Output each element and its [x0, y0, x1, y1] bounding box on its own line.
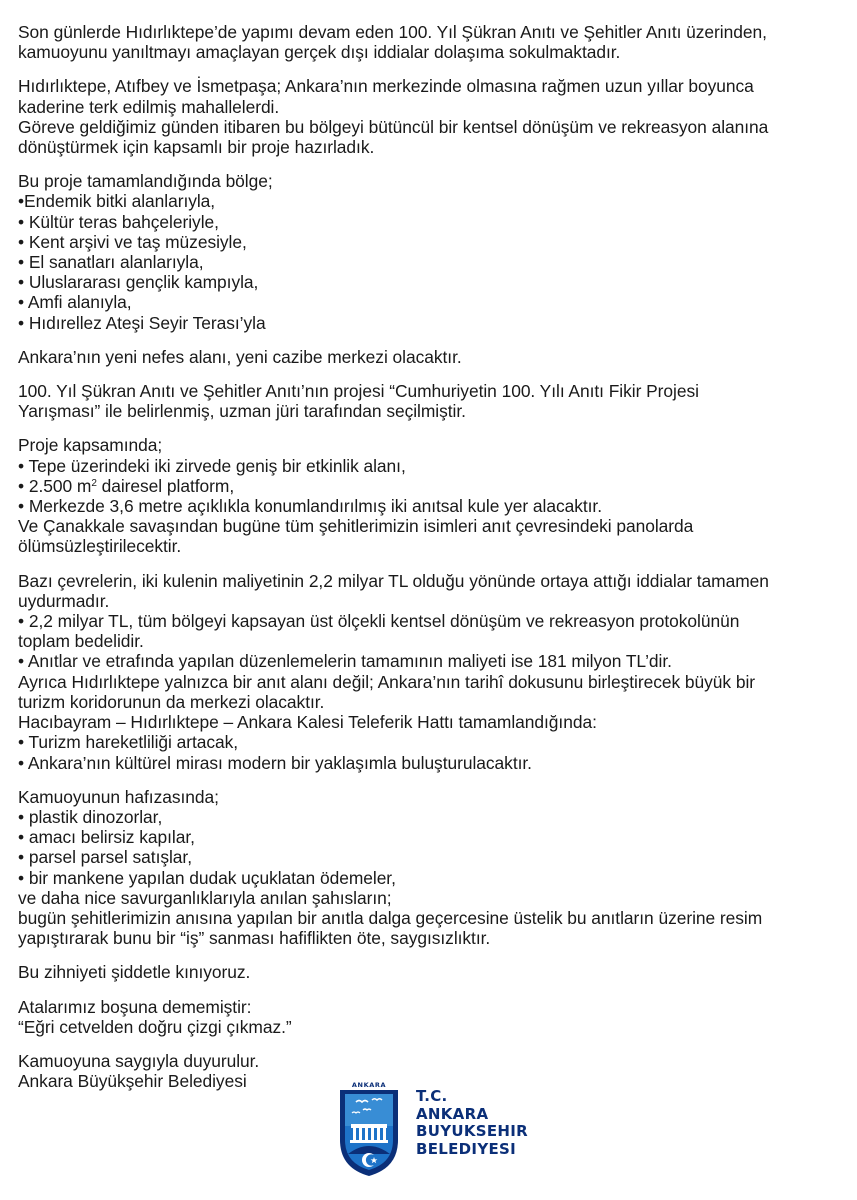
text-line: Hacıbayram – Hıdırlıktepe – Ankara Kalesi Teleferik Hattı tamamlandığında:	[18, 712, 597, 733]
list-intro: Proje kapsamında;	[18, 435, 163, 456]
list-item: • Ankara’nın kültürel mirası modern bir yaklaşımla buluşturulacaktır.	[18, 752, 532, 773]
list-item: • Kültür teras bahçeleriyle,	[18, 211, 219, 232]
list-item: • amacı belirsiz kapılar,	[18, 827, 195, 848]
paragraph-new-centre	[18, 347, 840, 367]
list-item: • Uluslararası gençlik kampıyla,	[18, 272, 259, 293]
text-line: ve daha nice savurganlıklarıyla anılan şahısların;	[18, 887, 392, 908]
paragraph-intro	[18, 22, 840, 62]
text-line: 100. Yıl Şükran Anıtı ve Şehitler Anıtı’nın projesi “Cumhuriyetin 100. Yılı Anıtı Fikir Projesi	[18, 381, 699, 402]
text-line: turizm koridorunun da merkezi olacaktır.	[18, 691, 325, 712]
text-line: Atalarımız boşuna dememiştir:	[18, 996, 252, 1017]
brand-line-buyuksehir: BUYUKSEHIR	[416, 1122, 529, 1140]
press-release-body	[18, 22, 840, 1105]
text-line: toplam bedelidir.	[18, 631, 144, 652]
list-item: • 2,2 milyar TL, tüm bölgeyi kapsayan üst ölçekli kentsel dönüşüm ve rekreasyon protokolünün	[18, 611, 740, 632]
list-item-platform	[18, 476, 840, 496]
paragraph-project-features	[18, 171, 840, 333]
text-line: Bu zihniyeti şiddetle kınıyoruz.	[18, 962, 251, 983]
paragraph-neighbourhoods	[18, 76, 840, 157]
svg-text:ANKARA: ANKARA	[351, 1081, 387, 1089]
ankara-emblem-icon	[336, 1080, 402, 1178]
list-item: • Amfi alanıyla,	[18, 292, 132, 313]
list-item: •Endemik bitki alanlarıyla,	[18, 191, 216, 212]
list-item: • Hıdırellez Ateşi Seyir Terası’yla	[18, 312, 266, 333]
text-line: uydurmadır.	[18, 590, 110, 611]
text-line: dönüştürmek için kapsamlı bir proje hazırladık.	[18, 137, 375, 158]
ankara-municipality-logo	[336, 1080, 529, 1178]
list-item: • parsel parsel satışlar,	[18, 847, 192, 868]
text-line: Ve Çanakkale savaşından bugüne tüm şehitlerimizin isimleri anıt çevresindeki panolarda	[18, 516, 694, 537]
text-line: Yarışması” ile belirlenmiş, uzman jüri tarafından seçilmiştir.	[18, 401, 466, 422]
paragraph-cost-claims	[18, 571, 840, 773]
list-item: • Merkezde 3,6 metre açıklıkla konumlandırılmış iki anıtsal kule yer alacaktır.	[18, 496, 602, 517]
list-item: • Anıtlar ve etrafında yapılan düzenlemelerin tamamının maliyeti ise 181 milyon TL’dir.	[18, 651, 672, 672]
text-line: ölümsüzleştirilecektir.	[18, 536, 182, 557]
text-line: bugün şehitlerimizin anısına yapılan bir anıtla dalga geçercesine üstelik bu anıtların üzerine resim	[18, 907, 763, 928]
signatory: Ankara Büyükşehir Belediyesi	[18, 1071, 247, 1092]
text-line: yapıştırarak bunu bir “iş” sanması hafiflikten öte, saygısızlıktır.	[18, 928, 491, 949]
list-item: • plastik dinozorlar,	[18, 806, 163, 827]
text-line: kaderine terk edilmiş mahallelerdi.	[18, 96, 280, 117]
brand-line-ankara: ANKARA	[416, 1104, 489, 1123]
text-line: Bazı çevrelerin, iki kulenin maliyetinin 2,2 milyar TL olduğu yönünde ortaya attığı iddialar tamamen	[18, 570, 769, 591]
list-item: • Turizm hareketliliği artacak,	[18, 732, 239, 753]
text-line: Ankara’nın yeni nefes alanı, yeni cazibe merkezi olacaktır.	[18, 346, 462, 367]
brand-line-tc: T.C.	[416, 1087, 448, 1105]
quote-line: “Eğri cetvelden doğru çizgi çıkmaz.”	[18, 1016, 292, 1037]
closing-line: Kamuoyuna saygıyla duyurulur.	[18, 1050, 260, 1071]
paragraph-condemnation	[18, 962, 840, 982]
list-intro: Bu proje tamamlandığında bölge;	[18, 171, 273, 192]
text-line: Ayrıca Hıdırlıktepe yalnızca bir anıt alanı değil; Ankara’nın tarihî dokusunu birleştirecek büyük bir	[18, 671, 756, 692]
paragraph-public-memory	[18, 787, 840, 949]
text-line: Göreve geldiğimiz günden itibaren bu bölgeyi bütüncül bir kentsel dönüşüm ve rekreasyon alanına	[18, 116, 769, 137]
list-item: • El sanatları alanlarıyla,	[18, 252, 204, 273]
paragraph-proverb	[18, 997, 840, 1037]
paragraph-competition	[18, 381, 840, 421]
brand-line-belediyesi: BELEDIYESI	[416, 1139, 517, 1158]
platform-text-rest: dairesel platform,	[96, 475, 235, 496]
text-line: Hıdırlıktepe, Atıfbey ve İsmetpaşa; Ankara’nın merkezinde olmasına rağmen uzun yıllar boyunca	[18, 76, 754, 97]
text-line: kamuoyunu yanıltmayı amaçlayan gerçek dışı iddialar dolaşıma sokulmaktadır.	[18, 42, 621, 63]
list-item: • bir mankene yapılan dudak uçuklatan ödemeler,	[18, 867, 396, 888]
municipality-name	[416, 1088, 528, 1158]
list-item: • Tepe üzerindeki iki zirvede geniş bir etkinlik alanı,	[18, 455, 406, 476]
list-item: • Kent arşivi ve taş müzesiyle,	[18, 231, 247, 252]
list-intro: Kamuoyunun hafızasında;	[18, 786, 219, 807]
superscript-two: 2	[91, 477, 97, 489]
paragraph-project-scope	[18, 435, 840, 556]
text-line: Son günlerde Hıdırlıktepe’de yapımı devam eden 100. Yıl Şükran Anıtı ve Şehitler Anıtı üzerinden,	[18, 22, 767, 42]
platform-text: • 2.500 m	[18, 475, 92, 496]
